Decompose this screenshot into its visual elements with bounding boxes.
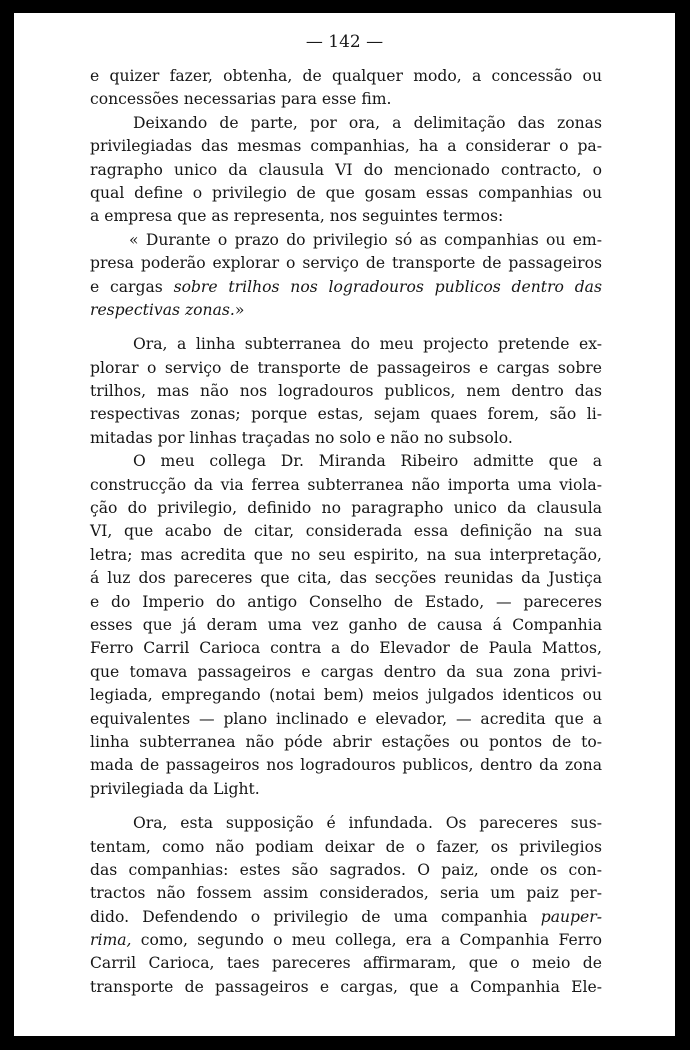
text-fragment: como, segundo o meu collega, era a Companhia Ferro [140,931,602,950]
text-line: Ora, a linha subterranea do meu projecto pretende ex- [133,335,602,354]
page-number: — 142 — [305,32,384,52]
italic-text: sobre trilhos nos logradouros publicos dentro das [173,277,602,296]
text-line: qual define o privilegio de que gosam essas companhias ou [90,183,602,202]
text-line: « Durante o prazo do privilegio só as companhias ou em- [129,230,602,249]
text-line: mitadas por linhas traçadas no solo e não no subsolo. [90,428,513,447]
page-body [90,65,602,999]
text-line: letra; mas acredita que no seu espirito, na sua interpretação, [90,545,602,564]
italic-text: pauper- [540,907,602,926]
book-page [14,13,675,1036]
text-line [90,906,602,929]
text-line: VI, que acabo de citar, considerada essa definição na sua [90,522,602,541]
text-line: á luz dos pareceres que cita, das secções reunidas da Justiça [90,569,602,588]
text-line: equivalentes — plano inclinado e elevador, — acredita que a [90,709,602,728]
text-line: Ora, esta supposição é infundada. Os pareceres sus- [133,814,602,833]
text-line: tractos não fossem assim considerados, seria um paiz per- [90,884,602,903]
text-line: a empresa que as representa, nos seguintes termos: [90,207,504,226]
text-line [90,929,602,952]
text-line: Ferro Carril Carioca contra a do Elevador de Paula Mattos, [90,639,602,658]
text-line: respectivas zonas; porque estas, sejam quaes forem, são li- [90,405,602,424]
text-fragment: dido. Defendendo o privilegio de uma companhia [90,907,528,926]
quotation-paragraph [90,229,602,323]
text-line: Carril Carioca, taes pareceres affirmaram, que o meio de [90,954,602,973]
paragraph [90,112,602,229]
text-line: plorar o serviço de transporte de passageiros e cargas sobre [90,358,602,377]
text-line: O meu collega Dr. Miranda Ribeiro admitte que a [133,452,602,471]
text-fragment: e cargas [90,277,163,296]
text-line: privilegiadas das mesmas companhias, ha a considerar o pa- [90,137,602,156]
text-line: tentam, como não podiam deixar de o fazer, os privilegios [90,837,602,856]
text-line: mada de passageiros nos logradouros publicos, dentro da zona [90,756,602,775]
text-line: privilegiada da Light. [90,779,260,798]
text-line [90,299,602,322]
italic-text: rima, [90,931,132,950]
paragraph [90,65,602,112]
paragraph [90,450,602,801]
text-line: esses que já deram uma vez ganho de causa á Companhia [90,615,602,634]
paragraph [90,333,602,450]
paragraph [90,812,602,999]
text-line: transporte de passageiros e cargas, que a Companhia Ele- [90,977,602,996]
text-line: ragrapho unico da clausula VI do mencionado contracto, o [90,160,602,179]
text-line: linha subterranea não póde abrir estações ou pontos de to- [90,732,602,751]
text-line: das companhias: estes são sagrados. O paiz, onde os con- [90,860,602,879]
text-line: construcção da via ferrea subterranea não importa uma viola- [90,475,602,494]
text-line: Deixando de parte, por ora, a delimitação das zonas [133,113,602,132]
text-line: ção do privilegio, definido no paragrapho unico da clausula [90,499,602,518]
italic-text: respectivas zonas. [90,300,235,319]
text-line: e quizer fazer, obtenha, de qualquer modo, a concessão ou [90,67,602,85]
text-line: concessões necessarias para esse fim. [90,90,392,109]
text-line: trilhos, mas não nos logradouros publicos, nem dentro das [90,382,602,401]
text-line: que tomava passageiros e cargas dentro da sua zona privi- [90,662,602,681]
text-line: presa poderão explorar o serviço de transporte de passageiros [90,254,602,273]
closing-guillemet: » [234,300,245,319]
text-line: legiada, empregando (notai bem) meios julgados identicos ou [90,686,602,705]
text-line [90,276,602,299]
text-line: e do Imperio do antigo Conselho de Estado, — pareceres [90,592,602,611]
